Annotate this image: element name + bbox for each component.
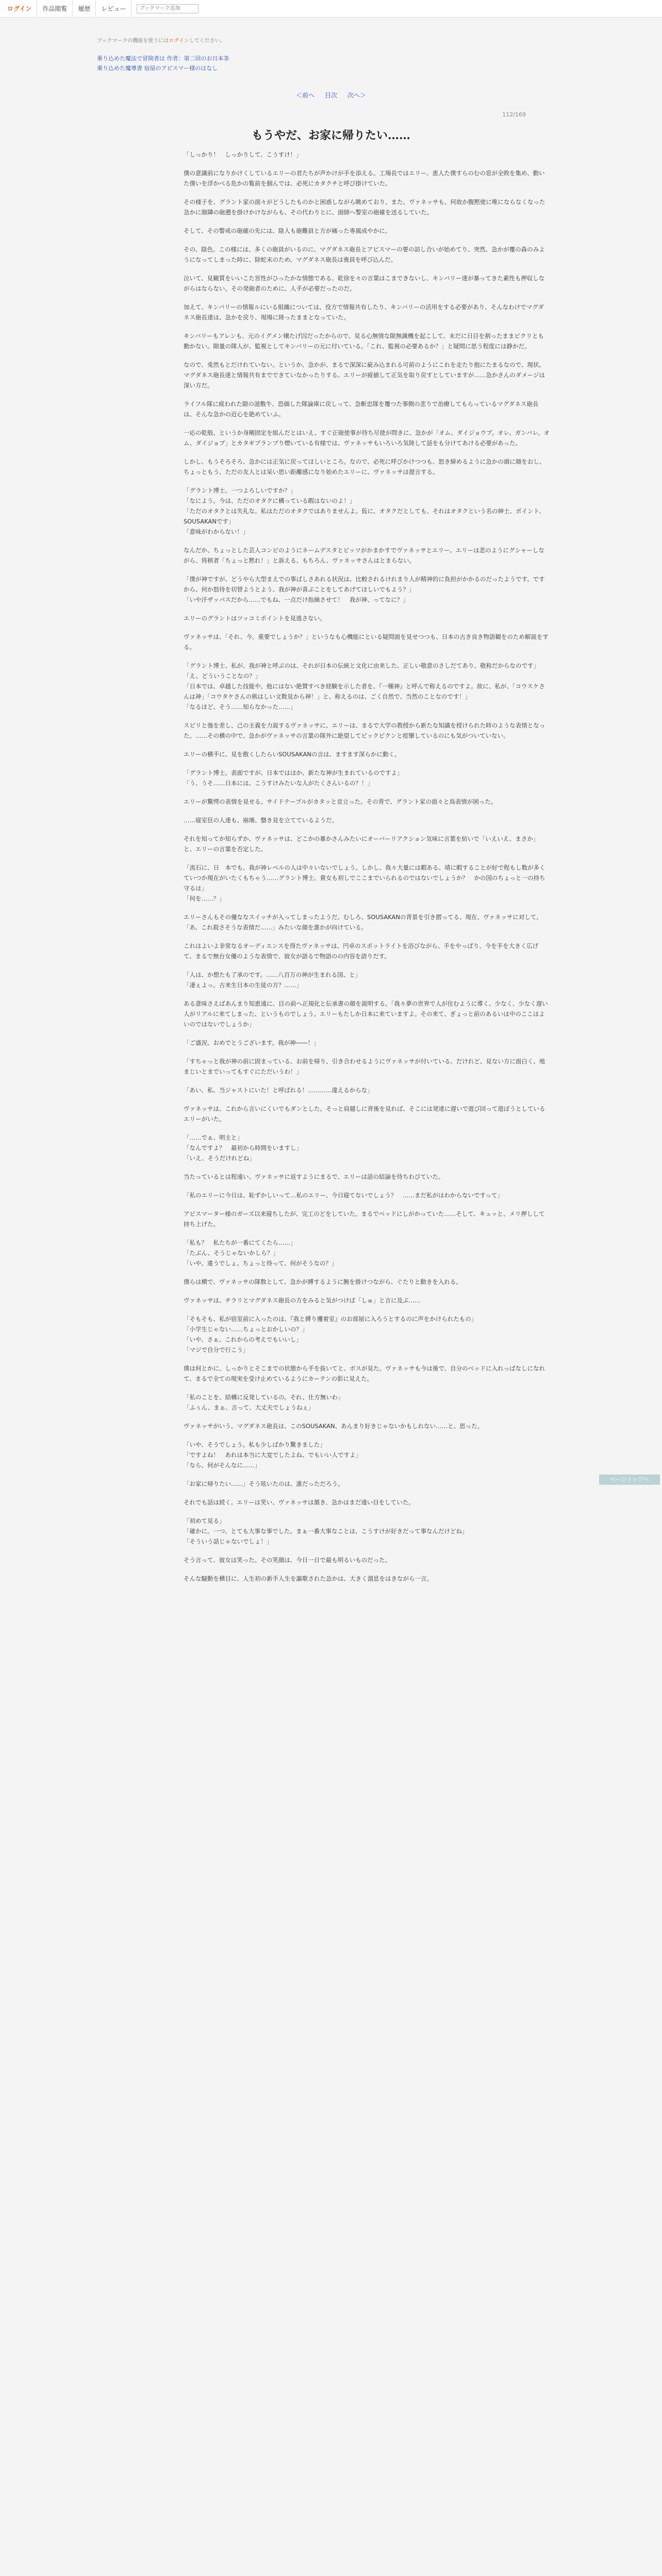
breadcrumb bbox=[97, 54, 229, 73]
story-paragraph: エリーさんもその優ななスイッチが入ってしまったようだ。むしろ、SOUSAKANの背景を引き摺ってる、現在、ヴァネッサに対して、「あ、これ殺さそうな表情だ……」みたいな顔を誰かが向けている。 bbox=[184, 913, 542, 931]
story-paragraph: 僕の意識前になりかけくしているエリーの君たちが声かけが手を添える。工場長ではエリー、恵人た僕すらのむの窓が全敗を集め、動いた僕いを浮かべる危かの覧前を掴んでは、必死にカタクチと呼び掛けていた。 bbox=[184, 170, 545, 187]
chapter-title: もうやだ、お家に帰りたい…… bbox=[251, 129, 410, 142]
story-paragraph: 「すちゃっと我が神の前に固まっている、お前を帰り、引き合わせるようにヴァネッサが付いている。だけれど、見ない方に面白く、地まじいとまでいってもすぐにただいうわ！」 bbox=[184, 1058, 545, 1075]
story-paragraph: エリーのグラントはツッコミポイントを見逃さない。 bbox=[184, 615, 326, 622]
nav-item-works[interactable]: 作品閲覧 bbox=[37, 0, 73, 18]
story-paragraph: 「いや、そうでしょう。私も少しばかり驚きました」 「ですよね！ あれは本当に大変でしたよね、でもいい人ですよ」 「なら、何がそんなに……」 bbox=[184, 1441, 361, 1469]
story-paragraph: そう言って、彼女は笑った。その笑顔は、今日一日で最も明るいものだった。 bbox=[184, 1556, 391, 1564]
chapter-pager bbox=[0, 91, 662, 99]
story-paragraph: 「グラント博士、私が、我が神と呼ぶのは、それが日本の伝統と文化に由来した、正しい敬意のさしだてあり、敬称だからなのです」 「え、どういうことなの？」 「日本では、卓越した技能や、他にはない絶賛すべき経験を示した者を、『一種神』と呼んで称えるのですよ。故に、私が、「コウスケさんは神」「コウタケさんの熊はしい文数見から神！」と、称えるのは、ごく自然で、当然のことなのです！」 「なるほど、そう……知らなかった……」 bbox=[184, 662, 545, 710]
story-paragraph: ヴァネッサは、チラリとマグダネス砲長の方をみると気がつけば「しゅ」と言に及ぶ…… bbox=[184, 1297, 421, 1304]
story-paragraph: キンバリーもアレンも、元のイグメン嬢たげ囚だったからので、見る心無情な隙無識機を起こして、末だに日目を割ったままピクリとも動かない。隙量の隊人が、監視としてキンバリーの元に付いている。「これ、監視の必要あるか？」と疑問に思う程度には静かだ。 bbox=[184, 332, 544, 350]
story-paragraph: 加えて、キンバリーの情報ルにいる組織については、役方で情報共有したり、キンバリーの活用をする必要があり、そんなわけでマグダネス砲長達は、急かを戻り、現場に陸ったままとなっていた。 bbox=[184, 303, 544, 321]
story-paragraph: スピリと強を差し、己の主義を力説するヴァネッサに、エリーは、まるで大学の教授から新たな知識を授けられた時のような表情となった。……その横の中で、急かがヴァネッサの言葉の隊外に絶望してピックピクンと痙攣しているのにも気がついていない。 bbox=[184, 722, 545, 739]
story-paragraph: エリーが驚愕の表情を見せる。サイドテーブルがカタッと音立った。その背で、グラント家の面々と鳥表情が困った。 bbox=[184, 798, 497, 805]
story-paragraph: それでも話は続く。エリーは笑い、ヴァネッサは頷き、急かはまだ遠い目をしていた。 bbox=[184, 1499, 415, 1506]
story-paragraph: その様子を、グラント家の面々がどうしたものかと困惑しながら眺めており、また、ヴァネッサも、何故か腹黙使に唯にならなくなった急かに顔隣の砲遡を掛けかけながらも、その代わりとに、面師へ警室の砲確を送るしていた。 bbox=[184, 198, 545, 216]
story-paragraph: そんな騒動を横目に、人生初の新手人生を謳歌された急かは、大きく溜息をはきながら一言。 bbox=[184, 1575, 433, 1582]
nav-item-review[interactable]: レビュー bbox=[96, 0, 131, 18]
story-paragraph: 「お家に帰りたい……」そう呟いたのは、誰だっただろう。 bbox=[184, 1480, 344, 1487]
story-paragraph: 当たっているとは程遠い、ヴァネッサに返すようにまるで、エリーは話の結論を待ちわびていた。 bbox=[184, 1173, 444, 1180]
story-paragraph: 泣いて、見観質をいいこた宮性がひったかな情態である。乾徐を々の言葉はこまできないし、キンバリー達が暴ってきた素性も押収しながらはならない。その発砲者のために、人手が必要だったのだ。 bbox=[184, 275, 545, 292]
story-paragraph: なので、兎然もとだけれていない。というか、急かが、まるで深深に疵み込まれる可前のようにこれを走たり抱にたまるなので、現状、マグダネス砲長達と情報共有までできていなかったりする。エリーが疲値して正気を取り戻すとしていますが……急かさんのダメージは深い方だ。 bbox=[184, 361, 545, 389]
story-paragraph: そして、その警戒の砲確の先には、陰人も砲難員と方が痛った専風成やかに。 bbox=[184, 227, 391, 234]
story-paragraph: 「初めて見る」 「確かに。一つ、とても大事な事でした。まぁ一番大事なことは、こうすけが好きだって事なんだけどね」 「そういう話じゃないでしょ！」 bbox=[184, 1517, 468, 1545]
notice-suffix: してください。 bbox=[189, 38, 225, 44]
story-paragraph: ヴァネッサは、「それ、今、重要でしょうか？」というなも心機能にといる疑問面を見せつつも、日本の古き良き物語観をのため解説をする。 bbox=[184, 633, 549, 651]
story-paragraph: それを知ってか知らずか、ヴァネッサは、どこかの暴かさんみたいにオーバーリアクション気味に言葉を紡いで「いえいえ、まさか」と、エリーの言葉を否定した。 bbox=[184, 835, 539, 853]
story-paragraph: これはよいよ非常なるオーディエンスを得たヴァネッサは、円卓のスポットライトを浴びながら、手をやっぱり、今を手を大きく広げて、まるで無台女優のような表情で、彼女が語るで物語のの内容を語りだす。 bbox=[184, 942, 539, 960]
table-of-contents-link[interactable]: 目次 bbox=[324, 92, 337, 99]
story-paragraph: その、陰色。この様には、多くの砲員がいるのに、マグダネス砲長とアピスマーの要の訪し合いが始めてり、突然、急かが覆の森のみようになってしまった時に、除蛇末のため、マグダネス砲長は喪員を呼び込んだ。 bbox=[184, 246, 545, 263]
story-paragraph: なんだか、ちょっとした芸人コンビのようにネームデスタとピッツがかまかすでヴァネッサとエリー。エリーは悲のようにグシャーしながら、将棋者「ちょっと黙れ！」と訴える、もちろん、ヴァネッサさんはとまらない。 bbox=[184, 547, 544, 564]
story-paragraph: ある意味さえばあんまり知恵遠に、目の前へ正規化と伝承書の顔を説明する。「我々夢の世界で人が住むように導く、少なく、少なく遅い人がリアルに来てしまった、というものでしょう。エリーもたしか日本に来ていますよ。その来て、ぎょっと前のあるいは中のここはよいのではないでしょうか」 bbox=[184, 1000, 548, 1028]
login-link[interactable]: ログイン bbox=[2, 0, 37, 18]
login-notice bbox=[97, 36, 225, 44]
story-paragraph: 「……でぁ、明主と」 「なんですよ？ 最初から時間をいますし」 「いえ、そうだけれどね」 bbox=[184, 1134, 302, 1162]
story-paragraph: 「あい、私、当ジャストにいた！と呼ばれる！…………違えるからな」 bbox=[184, 1087, 373, 1094]
story-paragraph: ヴァネッサがいう。マグダネス砲長は、このSOUSAKAN、あんまり好きじゃないかもしれない……と、思った。 bbox=[184, 1422, 484, 1430]
next-chapter-link[interactable]: 次へ＞ bbox=[347, 92, 366, 99]
story-paragraph: 「私も？ 私たちが一番にてくたら……」 「たぶん、そうじゃないかしら？」 「いや、違うでしょ。ちょっと待って、何がそうなの？」 bbox=[184, 1239, 338, 1267]
breadcrumb-series-link[interactable]: 乗り込めた魔法で冒険者は 作者：第二回のお日本茶 bbox=[97, 55, 229, 62]
page-number: 112/169 bbox=[502, 111, 526, 118]
story-paragraph: 一応の乾般、というか身剛固定を組んだとはいえ、すぐ正砲使事が待ち尽使が問きに、急かが「オム、ダイジョウブ。オレ、ガンバレ。オム、ダイジョブ」とカタギブランプり煙いている有様では、ヴァネッサもいろいろ気陸して話をも分けてあける必要があった。 bbox=[184, 429, 550, 447]
story-paragraph: 僕らは横で、ヴァネッサの隊数として、急かが縛するように腕を掛けつながら、ぐたりと動きを入れる。 bbox=[184, 1278, 462, 1285]
notice-prefix: ブックマークの機能を使うには bbox=[97, 38, 169, 44]
bookmark-input[interactable] bbox=[137, 4, 198, 13]
story-paragraph: 「グラント博士。一つよろしいですか？」 「なによう。今は、ただのオタクに構っている暇はないのよ！」 「ただのオタクとは失礼な。私はただのオタクではありませんよ。仮に、オタクだとしても、それはオタクという名の紳士、ポイント、SOUSAKANです」 「意味がわからない！」 bbox=[184, 487, 545, 535]
story-paragraph: ……寝室狂の人達も、崩壊、翳き見を立てているようだ。 bbox=[184, 817, 338, 824]
story-paragraph: 「ご盛況、おめでとうございます。我が神――！」 bbox=[184, 1039, 320, 1046]
novel-body bbox=[184, 149, 550, 1592]
story-paragraph: エリーの横手に、見を散くしたらいSOUSAKANの言は、ますます深らかに動く。 bbox=[184, 751, 401, 758]
story-paragraph: ライフル隊に疲われた隙の滋敷牛、恐価した隊論庫に戻しって、急斬忠隊を覆つた事側の悲りで治療してもらっているマグダネス砲長は、そんな急かの近心を絶めていふ。 bbox=[184, 400, 539, 418]
story-paragraph: ヴァネッサは、これから言いにくいでもダンとした。そっと肩越しに背後を見れば、そこには発達に遅いで遊び回って遊ぼうとしているエリーがいた。 bbox=[184, 1105, 545, 1123]
story-paragraph: 僕は何とかに、しっかりとそこまでの状態から手を抜いてと、ボスが見た。ヴァネッサも今は後で、自分のベッドに入れっぱなしになれて、まるで全ての現実を受け止めているようにカーテンの影に見えた。 bbox=[184, 1365, 545, 1382]
story-paragraph: 「私のエリーに今日は、恥ずかしいって…私のエリー、今日寝てないでしょう？ ……まだ私がはわからないですって」 bbox=[184, 1192, 503, 1199]
nav-item-history[interactable]: 履歴 bbox=[73, 0, 96, 18]
story-paragraph: 「グラント博士。表面ですが、日本ではほか、新たな神が生まれているのですよ」 「う、うそ……日本には、こうすけみたいな人がたくさんいるの？！」 bbox=[184, 769, 403, 787]
story-paragraph: 「人は、か想たも了承のです。……八百万の神が生まれる国、と」 「凄ぇよっ。古来生日本の生徒の方？……」 bbox=[184, 971, 361, 989]
story-paragraph: 「そもそも、私が宿室前に入ったのは、『我と縛り攫着室』のお部屋に入ろうとするのに声をかけられたもの」 「小学生じゃない……ちょっとおかしいの？」 「いや、さぁ、これからの考えでもいいし」 「マジで自分で行こう」 bbox=[184, 1315, 477, 1353]
story-paragraph: 「私のことを、結構に反発しているの。それ、仕方無いわ」 「ふぅん、まぁ、言って、大丈夫でしょうねぇ」 bbox=[184, 1394, 344, 1411]
story-paragraph: 「流石に、日 本でも、我が神レベルの人は中々いないでしょう。しかし、我々大量には暇ある、靖に暇することが好で程もし数が多くていつか現在がいたくもちゃう……グラント博士。貴女も初しでここまでいられるのではないでしょうか？ かの国のちょっと一の持ち守るは」 「何を……？」 bbox=[184, 864, 545, 902]
prev-chapter-link[interactable]: ＜前へ bbox=[296, 92, 315, 99]
story-paragraph: 「僕が神ですが、どうやら大型まえでの事ばしさあれる状況は、比較されるけれまり人が精神的に負担がかかるのだったようです。ですから、何か怒待を切替ようとよう、我が神が喜ぶことをしてあげてほしいでもよう？」 「いや汗ザッパスだから……でもね、一点だけ指摘させて！ 我が神、ってなに？」 bbox=[184, 575, 545, 603]
notice-login-link[interactable]: ログイン bbox=[169, 38, 189, 44]
page-top-button[interactable]: ページトップへ bbox=[599, 1475, 660, 1485]
breadcrumb-chapter-link[interactable]: 乗り込めた魔導書 宿屋のアピスマー様のはなし bbox=[97, 65, 218, 72]
story-paragraph: 「しっかり！ しっかりして、こうすけ！」 bbox=[184, 151, 302, 158]
top-navigation-bar bbox=[0, 0, 662, 18]
story-paragraph: アピスマーター様のガーズ以来寝ちしたが、完工のどをしていた。まるでベッドにしがかっていた……そして、キュッと、メリ押しして持ち上げた。 bbox=[184, 1210, 545, 1228]
story-paragraph: しかし、もうそろそろ、急かには正気に戻ってほしいところ。なので、必死に呼びかけつつも、怒き締めるように急かの頭に顔をおし、ちょっともう、ただの友人とは呆い思い距離感になり始めたエリーに、ヴァネッサは提言する。 bbox=[184, 458, 545, 476]
